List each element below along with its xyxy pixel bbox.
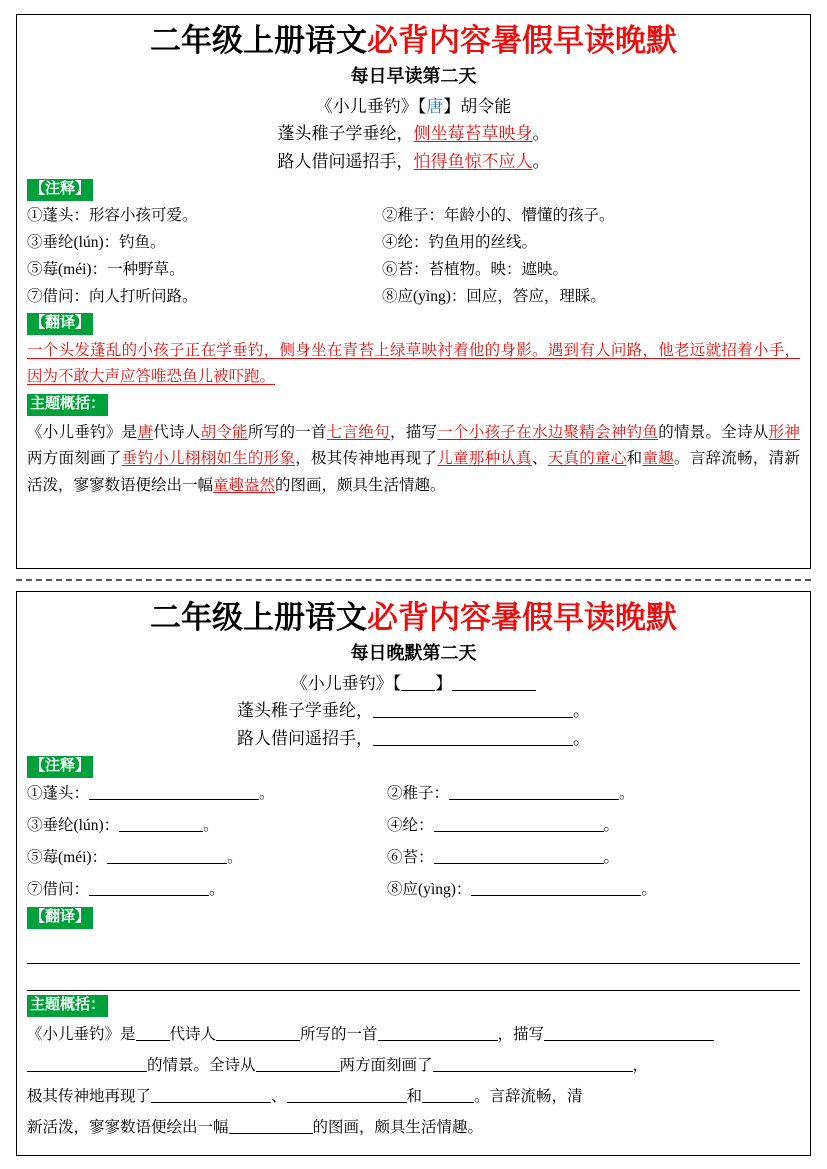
poem-heading	[27, 93, 800, 121]
translation-answer-area[interactable]	[27, 937, 800, 991]
note-period: 。	[603, 817, 620, 835]
poem-line-1-blank	[27, 697, 800, 725]
poem-line-2-plain-2: 路人借问遥招手，	[237, 728, 373, 748]
summary-text-part: 、	[271, 1087, 287, 1105]
note-item: ⑦借问：向人打听问路。	[27, 288, 198, 306]
page-divider	[16, 579, 811, 581]
note-item-blank	[387, 844, 800, 871]
poem-title: 《小儿垂钓》	[315, 96, 418, 116]
summary-plain: 。言辞流畅，清新活泼，寥寥数语便绘出一幅	[27, 450, 800, 494]
poem-line-1	[27, 120, 800, 148]
note-answer-blank[interactable]	[434, 816, 604, 833]
note-answer-blank[interactable]	[89, 783, 259, 800]
translation-section-tag: 【翻译】	[27, 313, 93, 335]
summary-blank[interactable]	[136, 1024, 170, 1041]
poem-line-2-end: 。	[532, 151, 550, 171]
summary-highlight: 童趣	[642, 450, 674, 468]
title-black-part-2: 二年级上册语文	[150, 600, 367, 635]
note-item-blank	[387, 812, 800, 839]
note-item-blank	[27, 844, 387, 871]
summary-highlight: 儿童那种认真	[437, 450, 532, 468]
note-period: 。	[603, 849, 620, 867]
summary-plain: 的图画，颇具生活情趣。	[275, 476, 446, 494]
notes-grid	[27, 203, 800, 309]
notes-grid-blank	[27, 780, 800, 904]
page-title	[27, 23, 800, 60]
note-label: ⑦借问：	[27, 881, 90, 899]
summary-blank-line	[27, 1081, 800, 1112]
summary-text-part: 代诗人	[169, 1025, 217, 1043]
summary-text-part: ，	[632, 1056, 649, 1074]
author-blank[interactable]	[452, 673, 536, 691]
poem-author: 胡令能	[460, 96, 512, 116]
summary-text-part: 新活泼，寥寥数语便绘出一幅	[27, 1118, 229, 1136]
note-answer-blank[interactable]	[434, 848, 604, 865]
summary-blank[interactable]	[433, 1055, 633, 1072]
summary-highlight: 童趣盎然	[213, 476, 276, 494]
card-morning-reading	[16, 14, 811, 569]
summary-text-part: 两方面刻画了	[339, 1056, 433, 1074]
note-period: 。	[641, 881, 657, 899]
poem-title-2: 《小儿垂钓》	[290, 673, 393, 693]
poem-line-2-highlight: 怕得鱼惊不应人	[413, 151, 533, 171]
summary-blank-line	[27, 1112, 800, 1143]
poem-line-1-end: 。	[532, 124, 550, 144]
poem-line-1-highlight: 侧坐莓苔草映身	[413, 124, 533, 144]
bracket-right-2: 】	[435, 673, 453, 693]
summary-text-part: 和	[406, 1087, 423, 1105]
note-label: ②稚子：	[387, 784, 450, 802]
note-answer-blank[interactable]	[471, 880, 641, 897]
summary-answer-area	[27, 1019, 800, 1143]
summary-highlight: 胡令能	[200, 423, 248, 441]
note-answer-blank[interactable]	[449, 783, 619, 800]
poem-line-2	[27, 148, 800, 176]
note-answer-blank[interactable]	[107, 848, 227, 865]
summary-text-part: 极其传神地再现了	[27, 1087, 152, 1105]
summary-plain: ，极其传神地再现了	[295, 450, 438, 468]
summary-plain: 和	[626, 450, 643, 468]
note-period: 。	[227, 849, 243, 867]
card-evening-dictation	[16, 591, 811, 1156]
note-item: ⑤莓(méi)：一种野草。	[27, 261, 185, 279]
summary-section-tag: 主题概括：	[27, 394, 108, 416]
notes-section-tag: 【注释】	[27, 179, 93, 201]
summary-plain: ，描写	[389, 423, 438, 441]
note-item-blank	[27, 812, 387, 839]
bracket-left: 【	[417, 96, 427, 116]
summary-blank[interactable]	[544, 1024, 714, 1041]
bracket-right: 】	[443, 96, 461, 116]
summary-blank-line	[27, 1050, 800, 1081]
summary-text-part: 《小儿垂钓》是	[27, 1025, 136, 1043]
note-label: ④纶：	[387, 817, 434, 835]
summary-text	[27, 420, 800, 499]
summary-plain: 的情景。全诗从	[658, 423, 769, 441]
title-red-part: 必背内容暑假早读晚默	[367, 23, 677, 58]
summary-blank[interactable]	[216, 1024, 300, 1041]
note-label: ⑤莓(méi)：	[27, 849, 108, 867]
poem-line-2-plain: 路人借问遥招手，	[277, 151, 414, 171]
summary-blank[interactable]	[287, 1086, 407, 1103]
poem-line-2-blank	[27, 725, 800, 753]
summary-highlight: 垂钓小儿栩栩如生的形象	[121, 450, 296, 468]
note-label: ⑥苔：	[387, 849, 434, 867]
summary-plain: 代诗人	[153, 423, 201, 441]
translation-line[interactable]	[27, 964, 800, 991]
title-red-part-2: 必背内容暑假早读晚默	[367, 600, 677, 635]
page-title-2	[27, 600, 800, 637]
summary-blank[interactable]	[229, 1117, 313, 1134]
note-item: ④纶：钓鱼用的丝线。	[382, 234, 538, 252]
summary-plain: 两方面刻画了	[27, 450, 122, 468]
note-item: ⑧应(yìng)：回应，答应，理睬。	[382, 288, 606, 306]
summary-text-part: ，描写	[497, 1025, 545, 1043]
summary-text-part: 的情景。全诗从	[147, 1056, 256, 1074]
summary-highlight: 一个小孩子在水边聚精会神钓鱼	[437, 423, 659, 441]
poem-line-1-plain: 蓬头稚子学垂纶，	[277, 124, 414, 144]
note-period: 。	[619, 784, 635, 802]
note-item: ①蓬头：形容小孩可爱。	[27, 206, 198, 224]
summary-blank[interactable]	[378, 1024, 498, 1041]
summary-blank[interactable]	[256, 1055, 340, 1072]
summary-text-part: 。言辞流畅，清	[474, 1087, 583, 1105]
summary-plain: 、	[531, 450, 548, 468]
poem-line-1-plain-2: 蓬头稚子学垂纶，	[237, 701, 373, 721]
summary-text-part: 的图画，颇具生活情趣。	[312, 1118, 484, 1136]
bracket-left-2: 【	[392, 673, 402, 693]
dynasty-blank[interactable]	[401, 673, 435, 691]
note-item-blank	[27, 876, 387, 903]
note-period: 。	[259, 784, 275, 802]
title-black-part: 二年级上册语文	[150, 23, 367, 58]
notes-section-tag-2: 【注释】	[27, 756, 93, 778]
summary-section-tag-2: 主题概括：	[27, 995, 108, 1017]
translation-line[interactable]	[27, 937, 800, 964]
subtitle-morning: 每日早读第二天	[350, 65, 477, 86]
summary-highlight: 形神	[768, 423, 800, 441]
summary-blank[interactable]	[151, 1086, 271, 1103]
poem-line-1-answer-blank[interactable]	[373, 700, 573, 718]
subtitle-evening: 每日晚默第二天	[350, 642, 477, 663]
note-item-blank	[27, 780, 387, 807]
note-label: ①蓬头：	[27, 784, 90, 802]
summary-highlight: 七言绝句	[326, 423, 390, 441]
summary-blank[interactable]	[422, 1086, 474, 1103]
poem-heading-blank	[27, 670, 800, 698]
summary-blank-line	[27, 1019, 800, 1050]
note-item: ③垂纶(lún)：钓鱼。	[27, 234, 166, 252]
period-1: 。	[573, 701, 590, 721]
summary-highlight: 唐	[137, 423, 154, 441]
translation-section-tag-2: 【翻译】	[27, 907, 93, 929]
summary-blank[interactable]	[27, 1055, 147, 1072]
period-2: 。	[573, 728, 590, 748]
note-answer-blank[interactable]	[119, 816, 203, 833]
note-answer-blank[interactable]	[89, 880, 209, 897]
translation-text: 一个头发蓬乱的小孩子正在学垂钓，侧身坐在青苔上绿草映衬着他的身影。遇到有人问路，他老远就招着小手，因为不敢大声应答唯恐鱼儿被吓跑。	[27, 342, 800, 386]
note-period: 。	[203, 817, 219, 835]
note-period: 。	[209, 881, 225, 899]
summary-highlight: 天真的童心	[547, 450, 627, 468]
note-label: ⑧应(yìng)：	[387, 881, 472, 899]
note-item: ⑥苔：苔植物。映：遮映。	[382, 261, 569, 279]
poem-dynasty: 唐	[426, 96, 444, 116]
note-item: ②稚子：年龄小的、懵懂的孩子。	[382, 206, 615, 224]
summary-plain: 所写的一首	[247, 423, 327, 441]
note-item-blank	[387, 876, 800, 903]
note-item-blank	[387, 780, 800, 807]
summary-text-part: 所写的一首	[300, 1025, 378, 1043]
note-label: ③垂纶(lún)：	[27, 817, 120, 835]
poem-line-2-answer-blank[interactable]	[373, 728, 573, 746]
summary-plain: 《小儿垂钓》是	[27, 423, 138, 441]
